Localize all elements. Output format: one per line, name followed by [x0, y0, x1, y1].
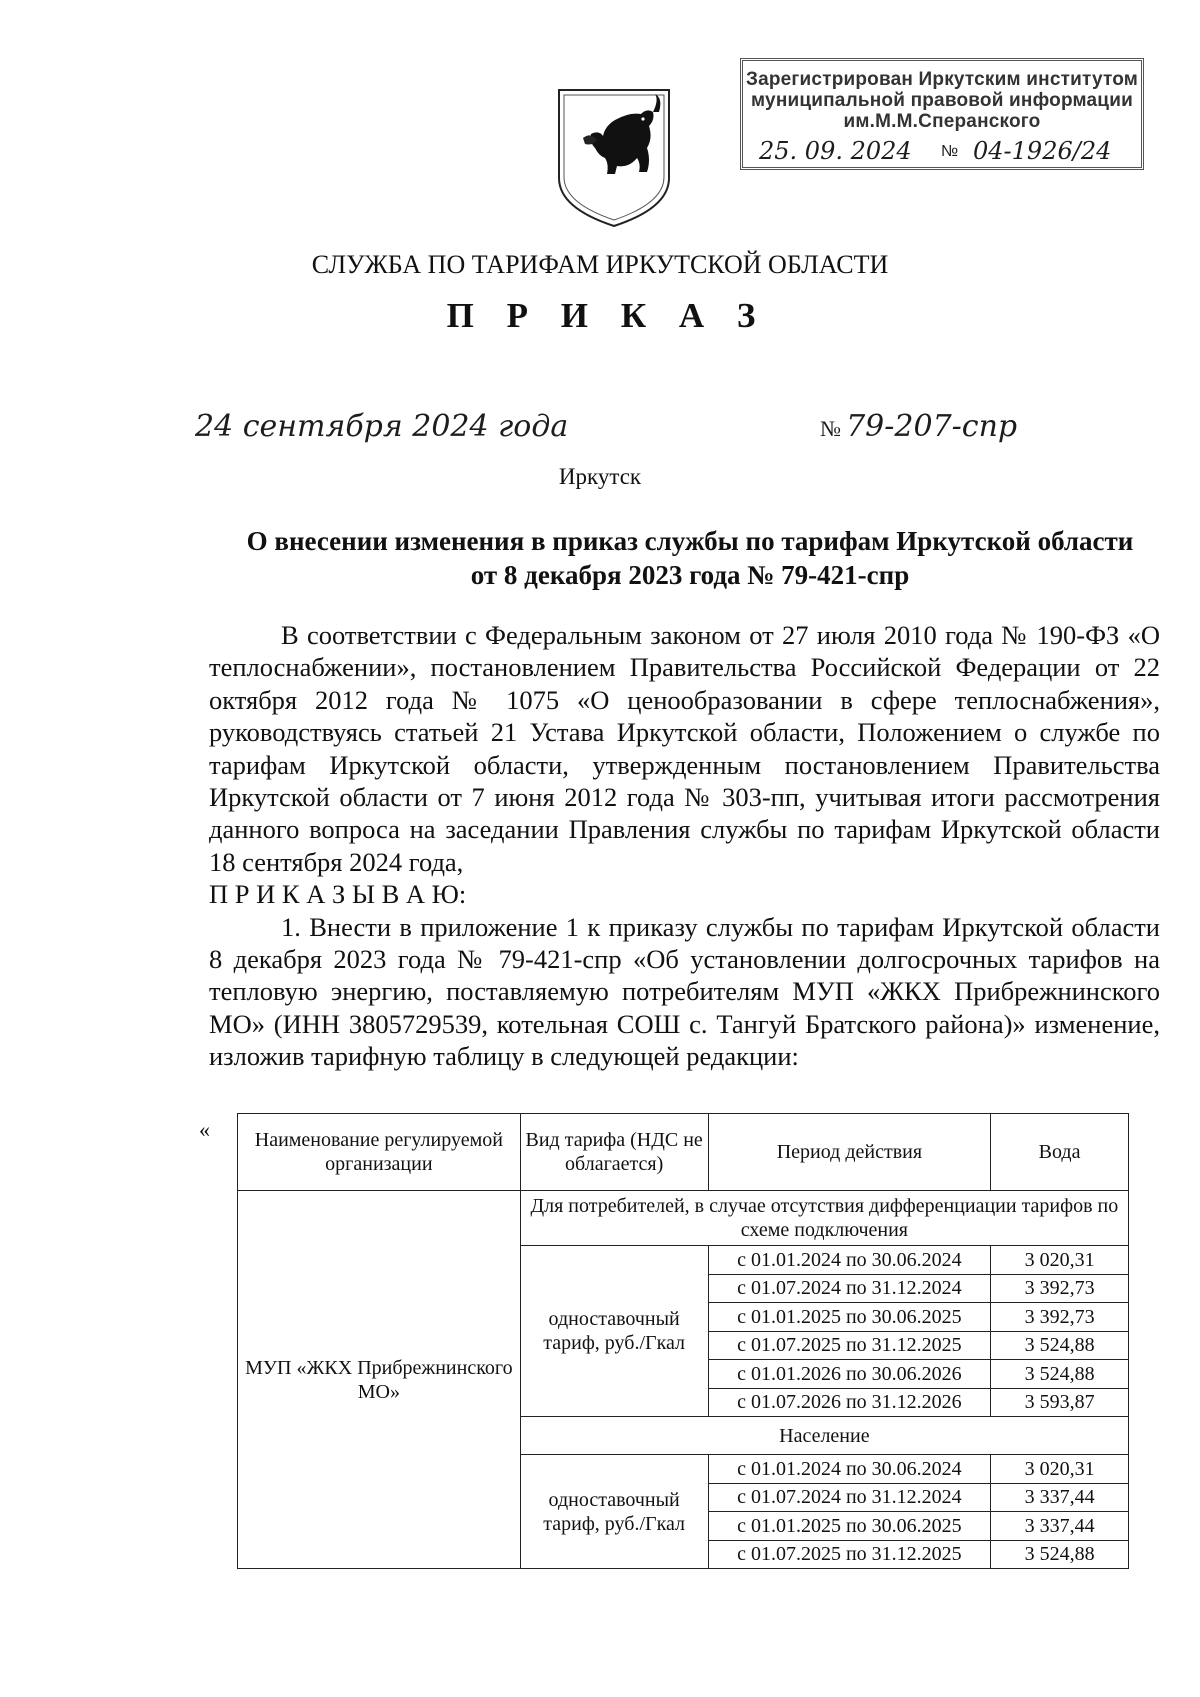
value-cell: 3 524,88 [991, 1540, 1129, 1569]
group-1-tariff-type: одноставочный тариф, руб./Гкал [520, 1246, 708, 1417]
period-cell: с 01.01.2026 по 30.06.2026 [708, 1360, 991, 1389]
header-water: Вода [991, 1114, 1129, 1191]
order-number-label: № [820, 416, 841, 441]
subject-line-1: О внесении изменения в приказ службы по тарифам Иркутской области [246, 526, 1134, 556]
header-period: Период действия [708, 1114, 991, 1191]
stamp-line-2: муниципальной правовой информации [751, 90, 1133, 111]
period-cell: с 01.07.2025 по 31.12.2025 [708, 1331, 991, 1360]
period-cell: с 01.01.2024 по 30.06.2024 [708, 1455, 991, 1484]
stamp-number-label: № [941, 143, 959, 160]
period-cell: с 01.07.2025 по 31.12.2025 [708, 1540, 991, 1569]
organization-cell: МУП «ЖКХ Прибрежнинского МО» [238, 1191, 521, 1569]
order-subject [200, 524, 1180, 592]
subject-line-2: от 8 декабря 2023 года № 79-421-спр [470, 560, 910, 590]
document-type-title: П Р И К А З [446, 296, 768, 335]
group-1-label: Для потребителей, в случае отсутствия дифференциации тарифов по схеме подключения [520, 1191, 1128, 1246]
order-number-handwritten: 79-207-спр [846, 409, 1018, 444]
table-header-row [238, 1114, 1129, 1191]
registration-stamp [740, 58, 1144, 170]
header-organization: Наименование регулируемой организации [238, 1114, 521, 1191]
value-cell: 3 524,88 [991, 1360, 1129, 1389]
period-cell: с 01.01.2025 по 30.06.2025 [708, 1512, 991, 1541]
period-cell: с 01.07.2024 по 31.12.2024 [708, 1483, 991, 1512]
item-1-paragraph: 1. Внести в приложение 1 к приказу службы по тарифам Иркутской области 8 декабря 2023 года № 79-421-спр «Об установлении долгосрочных тарифов на тепловую энергию, поставляемую потребителям МУП «ЖКХ Прибрежнинского МО» (ИНН 3805729539, котельная СОШ с. Тангуй Братского района)» изменение, изложив тарифную таблицу в следующей редакции: [209, 911, 1160, 1072]
value-cell: 3 392,73 [991, 1303, 1129, 1332]
preamble-paragraph: В соответствии с Федеральным законом от 27 июля 2010 года № 190-ФЗ «О теплоснабжении», постановлением Правительства Российской Федерации от 22 октября 2012 года № 1075 «О ценообразовании в сфере теплоснабжения», руководствуясь статьей 21 Устава Иркутской области, Положением о службе по тарифам Иркутской области, утвержденным постановлением Правительства Иркутской области от 7 июня 2012 года № 303-пп, учитывая итоги рассмотрения данного вопроса на заседании Правления службы по тарифам Иркутской области 18 сентября 2024 года, [209, 620, 1160, 877]
header-tariff-type: Вид тарифа (НДС не облагается) [520, 1114, 708, 1191]
order-date-handwritten: 24 сентября 2024 года [195, 409, 569, 444]
value-cell: 3 020,31 [991, 1455, 1129, 1484]
tariff-table [237, 1113, 1129, 1569]
order-body [209, 619, 1160, 1073]
group-2-tariff-type: одноставочный тариф, руб./Гкал [520, 1455, 708, 1569]
stamp-line-1: Зарегистрирован Иркутским институтом [745, 69, 1139, 90]
agency-name: СЛУЖБА ПО ТАРИФАМ ИРКУТСКОЙ ОБЛАСТИ [311, 250, 889, 279]
value-cell: 3 337,44 [991, 1512, 1129, 1541]
period-cell: с 01.01.2024 по 30.06.2024 [708, 1246, 991, 1275]
value-cell: 3 337,44 [991, 1483, 1129, 1512]
period-cell: с 01.01.2025 по 30.06.2025 [708, 1303, 991, 1332]
period-cell: с 01.07.2026 по 31.12.2026 [708, 1388, 991, 1417]
value-cell: 3 392,73 [991, 1274, 1129, 1303]
period-cell: с 01.07.2024 по 31.12.2024 [708, 1274, 991, 1303]
order-word: П Р И К А З Ы В А Ю: [209, 879, 467, 910]
stamp-date: 25. 09. 2024 [759, 137, 912, 165]
order-number [820, 409, 1017, 444]
group-2-label: Население [520, 1417, 1128, 1455]
coat-of-arms-emblem [555, 86, 673, 230]
quote-open-mark: « [199, 1117, 210, 1142]
stamp-line-3: им.М.М.Сперанского [843, 111, 1041, 132]
table-row [238, 1191, 1129, 1246]
value-cell: 3 020,31 [991, 1246, 1129, 1275]
city-name: Иркутск [558, 464, 642, 489]
value-cell: 3 593,87 [991, 1388, 1129, 1417]
stamp-number: 04-1926/24 [973, 137, 1112, 165]
value-cell: 3 524,88 [991, 1331, 1129, 1360]
stamp-handwritten-line [751, 137, 1136, 165]
